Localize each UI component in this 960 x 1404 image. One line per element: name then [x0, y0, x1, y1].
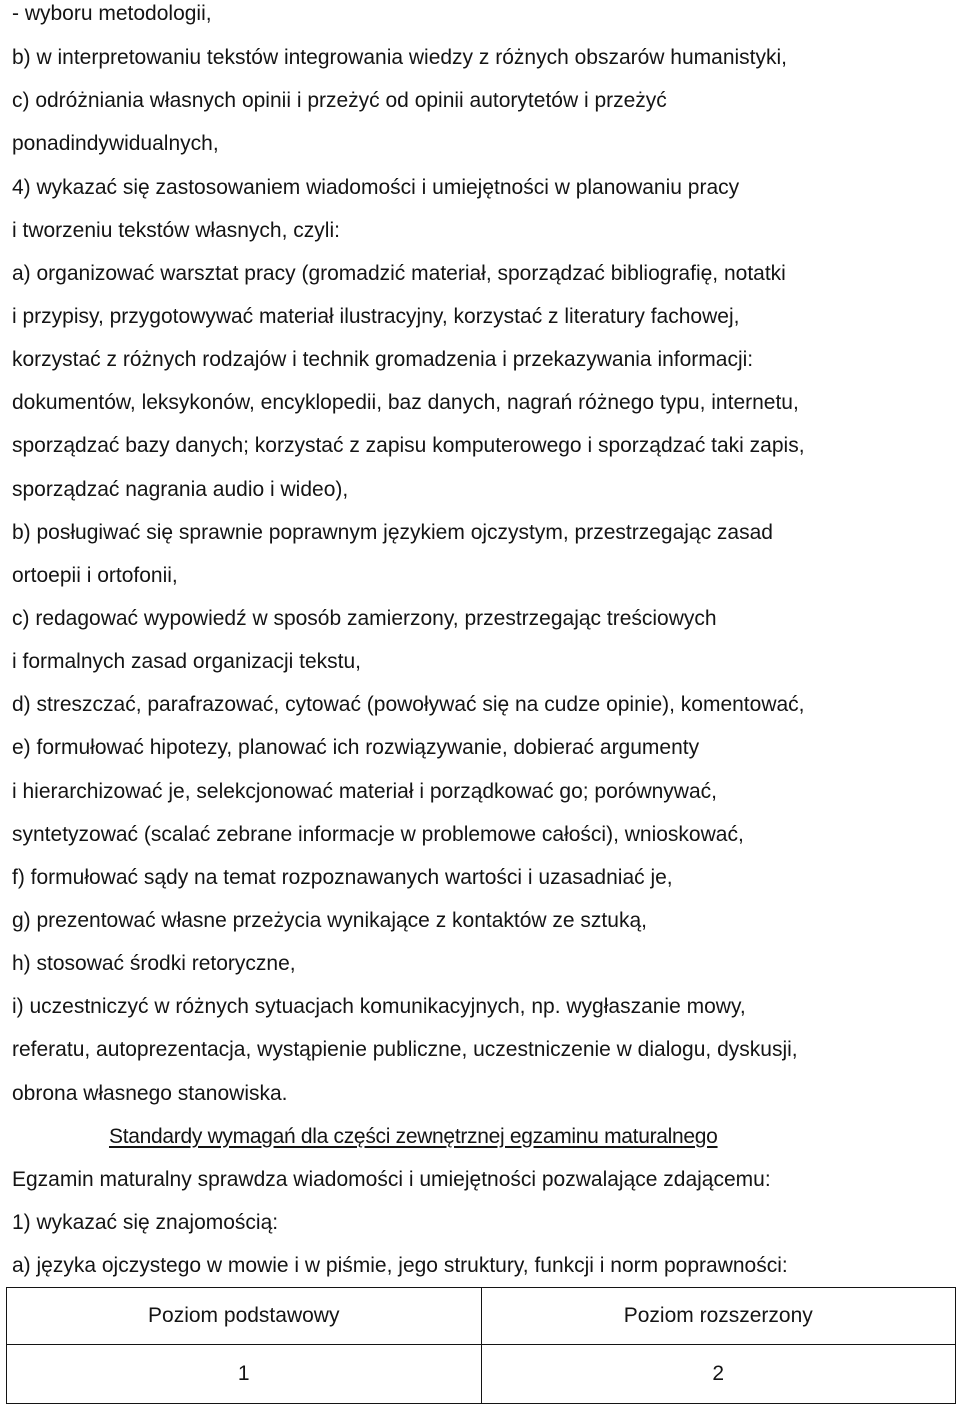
text-line: c) redagować wypowiedź w sposób zamierzony, przestrzegając treściowych	[12, 607, 717, 630]
levels-table	[6, 1287, 956, 1404]
text-line: f) formułować sądy na temat rozpoznawanych wartości i uzasadniać je,	[12, 866, 673, 889]
text-line: i hierarchizować je, selekcjonować materiał i porządkować go; porównywać,	[12, 780, 717, 803]
text-line: i przypisy, przygotowywać materiał ilustracyjny, korzystać z literatury fachowej,	[12, 305, 740, 328]
text-line: 1) wykazać się znajomością:	[12, 1211, 279, 1234]
table-row	[7, 1345, 956, 1404]
text-line: ponadindywidualnych,	[12, 132, 219, 155]
table-cell: 2	[481, 1345, 956, 1404]
text-line: g) prezentować własne przeżycia wynikające z kontaktów ze sztuką,	[12, 909, 647, 932]
text-line: c) odróżniania własnych opinii i przeżyć od opinii autorytetów i przeżyć	[12, 89, 667, 112]
section-heading: Standardy wymagań dla części zewnętrznej egzaminu maturalnego	[109, 1125, 718, 1148]
text-line: h) stosować środki retoryczne,	[12, 952, 296, 975]
text-line: Egzamin maturalny sprawdza wiadomości i umiejętności pozwalające zdającemu:	[12, 1168, 771, 1191]
text-line: b) w interpretowaniu tekstów integrowania wiedzy z różnych obszarów humanistyki,	[12, 46, 788, 69]
text-line: sporządzać nagrania audio i wideo),	[12, 478, 349, 501]
text-line: i tworzeniu tekstów własnych, czyli:	[12, 219, 340, 242]
text-line: i) uczestniczyć w różnych sytuacjach komunikacyjnych, np. wygłaszanie mowy,	[12, 995, 746, 1018]
text-line: a) języka ojczystego w mowie i w piśmie, jego struktury, funkcji i norm poprawności:	[12, 1254, 788, 1277]
table-header-cell: Poziom rozszerzony	[481, 1288, 956, 1345]
text-line: dokumentów, leksykonów, encyklopedii, baz danych, nagrań różnego typu, internetu,	[12, 391, 799, 414]
text-line: - wyboru metodologii,	[12, 2, 212, 25]
text-line: i formalnych zasad organizacji tekstu,	[12, 650, 361, 673]
text-line: ortoepii i ortofonii,	[12, 564, 178, 587]
text-line: d) streszczać, parafrazować, cytować (powoływać się na cudze opinie), komentować,	[12, 693, 805, 716]
text-line: syntetyzować (scalać zebrane informacje w problemowe całości), wnioskować,	[12, 823, 744, 846]
text-line: sporządzać bazy danych; korzystać z zapisu komputerowego i sporządzać taki zapis,	[12, 434, 805, 457]
table-header-cell: Poziom podstawowy	[7, 1288, 482, 1345]
text-line: korzystać z różnych rodzajów i technik gromadzenia i przekazywania informacji:	[12, 348, 754, 371]
table-row	[7, 1288, 956, 1345]
text-line: b) posługiwać się sprawnie poprawnym językiem ojczystym, przestrzegając zasad	[12, 521, 773, 544]
text-line: referatu, autoprezentacja, wystąpienie publiczne, uczestniczenie w dialogu, dyskusji,	[12, 1038, 798, 1061]
text-line: obrona własnego stanowiska.	[12, 1082, 288, 1105]
text-line: a) organizować warsztat pracy (gromadzić materiał, sporządzać bibliografię, notatki	[12, 262, 786, 285]
text-line: e) formułować hipotezy, planować ich rozwiązywanie, dobierać argumenty	[12, 736, 700, 759]
text-line: 4) wykazać się zastosowaniem wiadomości i umiejętności w planowaniu pracy	[12, 176, 740, 199]
table-cell: 1	[7, 1345, 482, 1404]
